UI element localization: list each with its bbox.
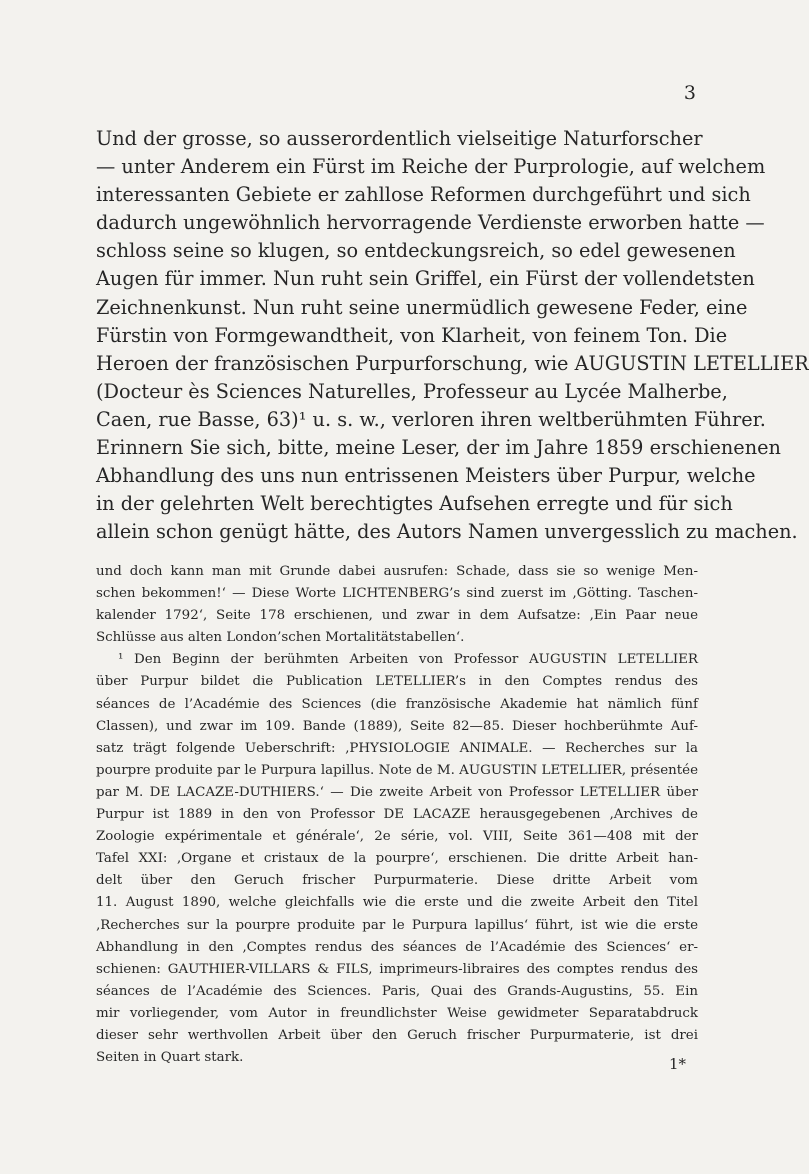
body-line: Zeichnenkunst. Nun ruht seine unermüdlich gewesene Feder, eine	[96, 295, 748, 319]
footnote-line: delt über den Geruch frischer Purpurmaterie. Diese dritte Arbeit vom	[96, 873, 698, 889]
page-number: 3	[683, 82, 696, 104]
footnote-line: dieser sehr werthvollen Arbeit über den Geruch frischer Purpurmaterie, ist drei	[96, 1027, 698, 1043]
footnote-line: mir vorliegender, vom Autor in freundlichster Weise gewidmeter Separatabdruck	[96, 1005, 698, 1021]
footnote-line: Seiten in Quart stark.	[96, 1050, 244, 1066]
footnote-line: pourpre produite par le Purpura lapillus. Note de M. AUGUSTIN LETELLIER, présentée	[96, 762, 698, 778]
footnote-line: par M. DE LACAZE-DUTHIERS.‘ — Die zweite Arbeit von Professor LETELLIER über	[96, 784, 698, 800]
body-line: Abhandlung des uns nun entrissenen Meisters über Purpur, welche	[96, 464, 756, 488]
body-line: Augen für immer. Nun ruht sein Griffel, ein Fürst der vollendetsten	[96, 267, 755, 291]
footnote-line: kalender 1792‘, Seite 178 erschienen, und zwar in dem Aufsatze: ‚Ein Paar neue	[96, 608, 698, 624]
footnote-line: Zoologie expérimentale et générale‘, 2e série, vol. VIII, Seite 361—408 mit der	[96, 829, 698, 845]
body-line: Caen, rue Basse, 63)¹ u. s. w., verloren ihren weltberühmten Führer.	[96, 407, 766, 431]
footnote-line: schen bekommen!‘ — Diese Worte LICHTENBERG’s sind zuerst im ‚Götting. Taschen-	[96, 586, 698, 602]
footnote-line: Classen), und zwar im 109. Bande (1889), Seite 82—85. Dieser hochberühmte Auf-	[96, 718, 698, 734]
body-line: schloss seine so klugen, so entdeckungsreich, so edel gewesenen	[96, 239, 736, 263]
footnote-line: ¹ Den Beginn der berühmten Arbeiten von Professor AUGUSTIN LETELLIER	[118, 652, 698, 668]
body-line: Heroen der französischen Purpurforschung, wie AUGUSTIN LETELLIER	[96, 351, 809, 375]
footnote-line: séances de l’Académie des Sciences. Paris, Quai des Grands-Augustins, 55. Ein	[96, 983, 698, 999]
body-line: (Docteur ès Sciences Naturelles, Professeur au Lycée Malherbe,	[96, 379, 728, 403]
body-line: allein schon genügt hätte, des Autors Namen unvergesslich zu machen.	[96, 520, 798, 544]
body-line: in der gelehrten Welt berechtigtes Aufsehen erregte und für sich	[96, 492, 733, 516]
footnote-line: ‚Recherches sur la pourpre produite par le Purpura lapillus‘ führt, ist wie die erste	[96, 917, 698, 933]
body-line: Erinnern Sie sich, bitte, meine Leser, der im Jahre 1859 erschienenen	[96, 436, 781, 460]
body-line: dadurch ungewöhnlich hervorragende Verdienste erworben hatte —	[96, 211, 765, 235]
footnote-line: Tafel XXI: ‚Organe et cristaux de la pourpre‘, erschienen. Die dritte Arbeit han-	[96, 851, 698, 867]
footnote-line: satz trägt folgende Ueberschrift: ‚PHYSIOLOGIE ANIMALE. — Recherches sur la	[96, 740, 698, 756]
body-line: Fürstin von Formgewandtheit, von Klarheit, von feinem Ton. Die	[96, 323, 728, 347]
footnote-line: Schlüsse aus alten London’schen Mortalitätstabellen‘.	[96, 630, 465, 646]
footnote-line: Abhandlung in den ‚Comptes rendus des séances de l’Académie des Sciences‘ er-	[96, 939, 698, 955]
body-line: interessanten Gebiete er zahllose Reformen durchgeführt und sich	[96, 183, 751, 207]
main-body-text	[96, 125, 809, 546]
body-line: Und der grosse, so ausserordentlich vielseitige Naturforscher	[96, 127, 703, 150]
footnotes	[96, 561, 698, 1069]
body-line: — unter Anderem ein Fürst im Reiche der Purprologie, auf welchem	[96, 155, 766, 179]
footnote-line: séances de l’Académie des Sciences (die französische Akademie hat nämlich fünf	[96, 696, 698, 712]
signature-mark: 1*	[668, 1055, 686, 1073]
footnote-line: und doch kann man mit Grunde dabei ausrufen: Schade, dass sie so wenige Men-	[96, 564, 698, 579]
footnote-line: 11. August 1890, welche gleichfalls wie die erste und die zweite Arbeit den Titel	[96, 895, 698, 911]
footnote-line: schienen: GAUTHIER-VILLARS & FILS, imprimeurs-libraires des comptes rendus des	[96, 961, 698, 977]
footnote-line: über Purpur bildet die Publication LETELLIER’s in den Comptes rendus des	[96, 674, 698, 690]
footnote-line: Purpur ist 1889 in den von Professor DE LACAZE herausgegebenen ‚Archives de	[96, 807, 698, 823]
